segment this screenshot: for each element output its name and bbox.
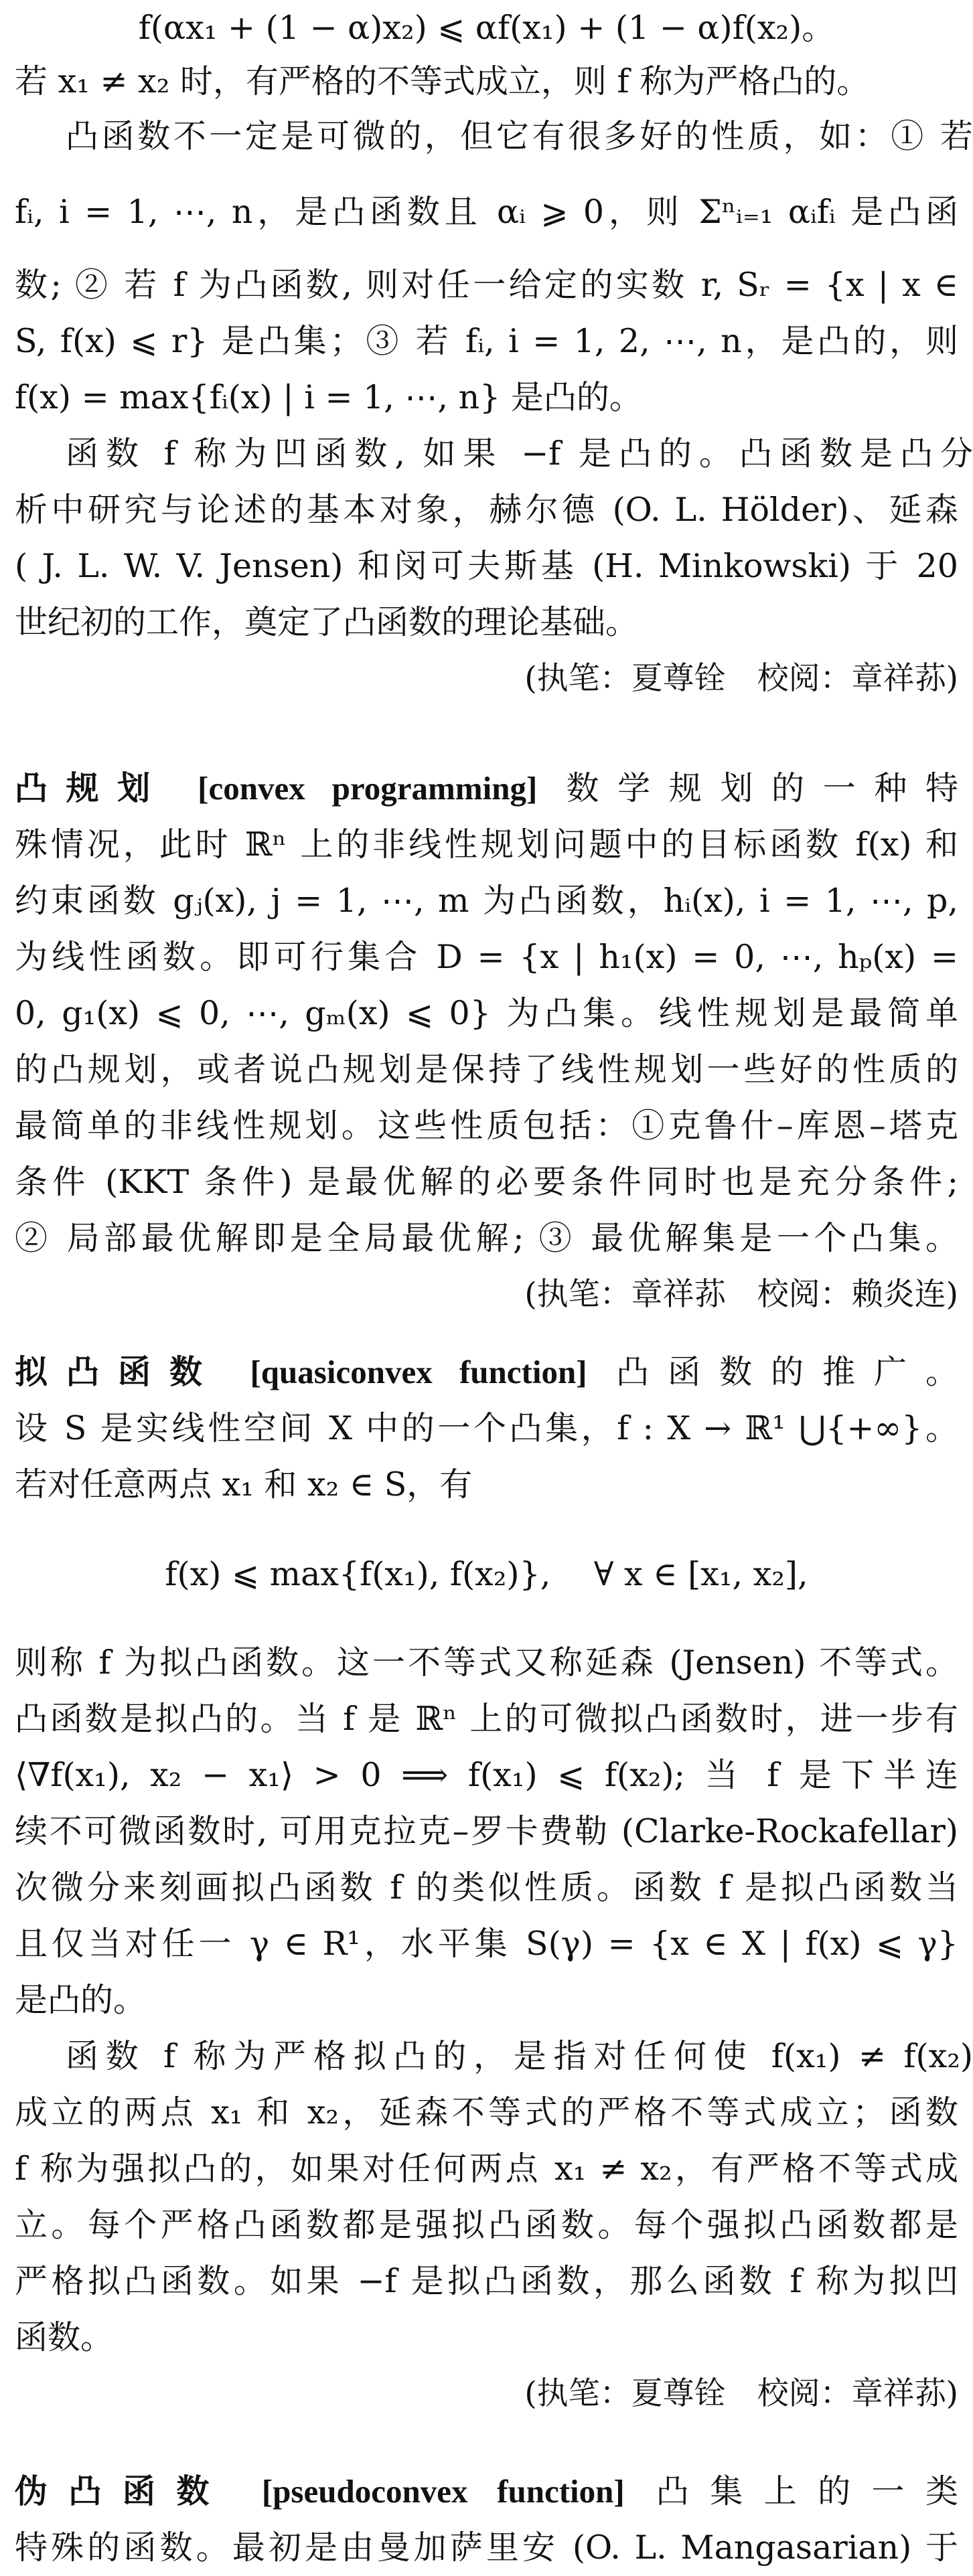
text-line: ② 局部最优解即是全局最优解; ③ 最优解集是一个凸集。 — [15, 1219, 958, 1257]
inequality-formula: f(αx₁ + (1 − α)x₂) ⩽ αf(x₁) + (1 − α)f(x₂)。 — [138, 9, 835, 47]
text-line: 的凸规划，或者说凸规划是保持了线性规划一些好的性质的 — [15, 1050, 958, 1089]
entry-heading-pseudoconvex-function — [0, 2464, 973, 2520]
text-line: f 称为强拟凸的，如果对任何两点 x₁ ≠ x₂，有严格不等式成 — [15, 2150, 958, 2188]
text-line: S, f(x) ⩽ r} 是凸集；③ 若 fᵢ, i = 1, 2, ⋯, n，是凸的，则 — [15, 322, 958, 360]
entry-headword: 伪凸函数 — [15, 2472, 230, 2510]
entry-english-term: [pseudoconvex function] — [261, 2473, 625, 2510]
entry-heading-quasiconvex-function — [0, 1344, 973, 1400]
text-line: 最简单的非线性规划。这些性质包括：①克鲁什–库恩–塔克 — [15, 1107, 958, 1145]
entry-lead-text: 凸函数的推广。 — [616, 1353, 958, 1391]
text-line: 则称 f 为拟凸函数。这一不等式又称延森 (Jensen) 不等式。 — [15, 1643, 958, 1682]
text-line: 续不可微函数时, 可用克拉克–罗卡费勒 (Clarke-Rockafellar) — [15, 1812, 958, 1850]
text-line: 世纪初的工作，奠定了凸函数的理论基础。 — [15, 603, 639, 641]
entry-english-term: [convex programming] — [198, 770, 538, 807]
text-line: ⟨∇f(x₁), x₂ − x₁⟩ > 0 ⟹ f(x₁) ⩽ f(x₂); 当 f 是下半连 — [15, 1756, 958, 1794]
text-line: 析中研究与论述的基本对象，赫尔德 (O. L. Hölder)、延森 — [15, 491, 958, 529]
entry-headword: 拟凸函数 — [15, 1353, 221, 1391]
author-signature: (执笔：夏尊铨 校阅：章祥荪) — [524, 2375, 958, 2412]
text-line: 次微分来刻画拟凸函数 f 的类似性质。函数 f 是拟凸函数当 — [15, 1868, 958, 1907]
author-signature: (执笔：章祥荪 校阅：赖炎连) — [524, 1276, 958, 1313]
entry-lead-text: 凸集上的一类 — [656, 2472, 958, 2510]
text-line: 函数 f 称为凹函数, 如果 −f 是凸的。凸函数是凸分 — [66, 434, 973, 473]
entry-heading-convex-programming — [0, 760, 973, 817]
entry-lead-text: 数学规划的一种特 — [566, 769, 958, 807]
text-line: 为线性函数。即可行集合 D = {x | h₁(x) = 0, ⋯, hₚ(x) = — [15, 938, 958, 976]
text-line: 函数 f 称为严格拟凸的，是指对任何使 f(x₁) ≠ f(x₂) — [66, 2037, 973, 2075]
text-line: 若对任意两点 x₁ 和 x₂ ∈ S，有 — [15, 1465, 473, 1504]
text-line: 约束函数 gⱼ(x), j = 1, ⋯, m 为凸函数，hᵢ(x), i = 1, ⋯, p, — [15, 882, 958, 920]
text-line: 0, g₁(x) ⩽ 0, ⋯, gₘ(x) ⩽ 0} 为凸集。线性规划是最简单 — [15, 994, 958, 1032]
entry-headword: 凸规划 — [15, 769, 169, 807]
text-line: f(x) = max{fᵢ(x) | i = 1, ⋯, n} 是凸的。 — [15, 378, 642, 416]
text-line: 特殊的函数。最初是由曼加萨里安 (O. L. Mangasarian) 于 — [15, 2528, 958, 2567]
text-line: fᵢ, i = 1, ⋯, n，是凸函数且 αᵢ ⩾ 0，则 Σⁿᵢ₌₁ αᵢfᵢ 是凸函 — [15, 193, 958, 231]
entry-english-term: [quasiconvex function] — [250, 1354, 587, 1390]
text-line: 严格拟凸函数。如果 −f 是拟凸函数，那么函数 f 称为拟凹 — [15, 2262, 958, 2300]
text-line: 条件 (KKT 条件) 是最优解的必要条件同时也是充分条件; — [15, 1163, 958, 1201]
text-line: 是凸的。 — [15, 1981, 147, 2019]
text-line: 凸函数是拟凸的。当 f 是 ℝⁿ 上的可微拟凸函数时，进一步有 — [15, 1700, 958, 1738]
jensen-formula: f(x) ⩽ max{f(x₁), f(x₂)}, ∀ x ∈ [x₁, x₂], — [165, 1555, 808, 1593]
text-line: 且仅当对任一 γ ∈ R¹，水平集 S(γ) = {x ∈ X | f(x) ⩽ γ} — [15, 1925, 958, 1963]
text-line: ( J. L. W. V. Jensen) 和闵可夫斯基 (H. Minkowski) 于 20 — [15, 547, 958, 585]
author-signature: (执笔：夏尊铨 校阅：章祥荪) — [524, 660, 958, 697]
text-line: 数; ② 若 f 为凸函数, 则对任一给定的实数 r, Sᵣ = {x | x ∈ — [15, 266, 958, 304]
text-line: 若 x₁ ≠ x₂ 时，有严格的不等式成立，则 f 称为严格凸的。 — [15, 62, 870, 100]
text-line: 函数。 — [15, 2318, 114, 2356]
text-line: 凸函数不一定是可微的，但它有很多好的性质，如：① 若 — [66, 117, 973, 155]
text-line: 立。每个严格凸函数都是强拟凸函数。每个强拟凸函数都是 — [15, 2206, 958, 2244]
text-line: 成立的两点 x₁ 和 x₂，延森不等式的严格不等式成立；函数 — [15, 2093, 958, 2131]
text-line: 设 S 是实线性空间 X 中的一个凸集，f : X → ℝ¹ ⋃{+∞}。 — [15, 1409, 958, 1447]
text-line: 殊情况，此时 ℝⁿ 上的非线性规划问题中的目标函数 f(x) 和 — [15, 825, 958, 864]
